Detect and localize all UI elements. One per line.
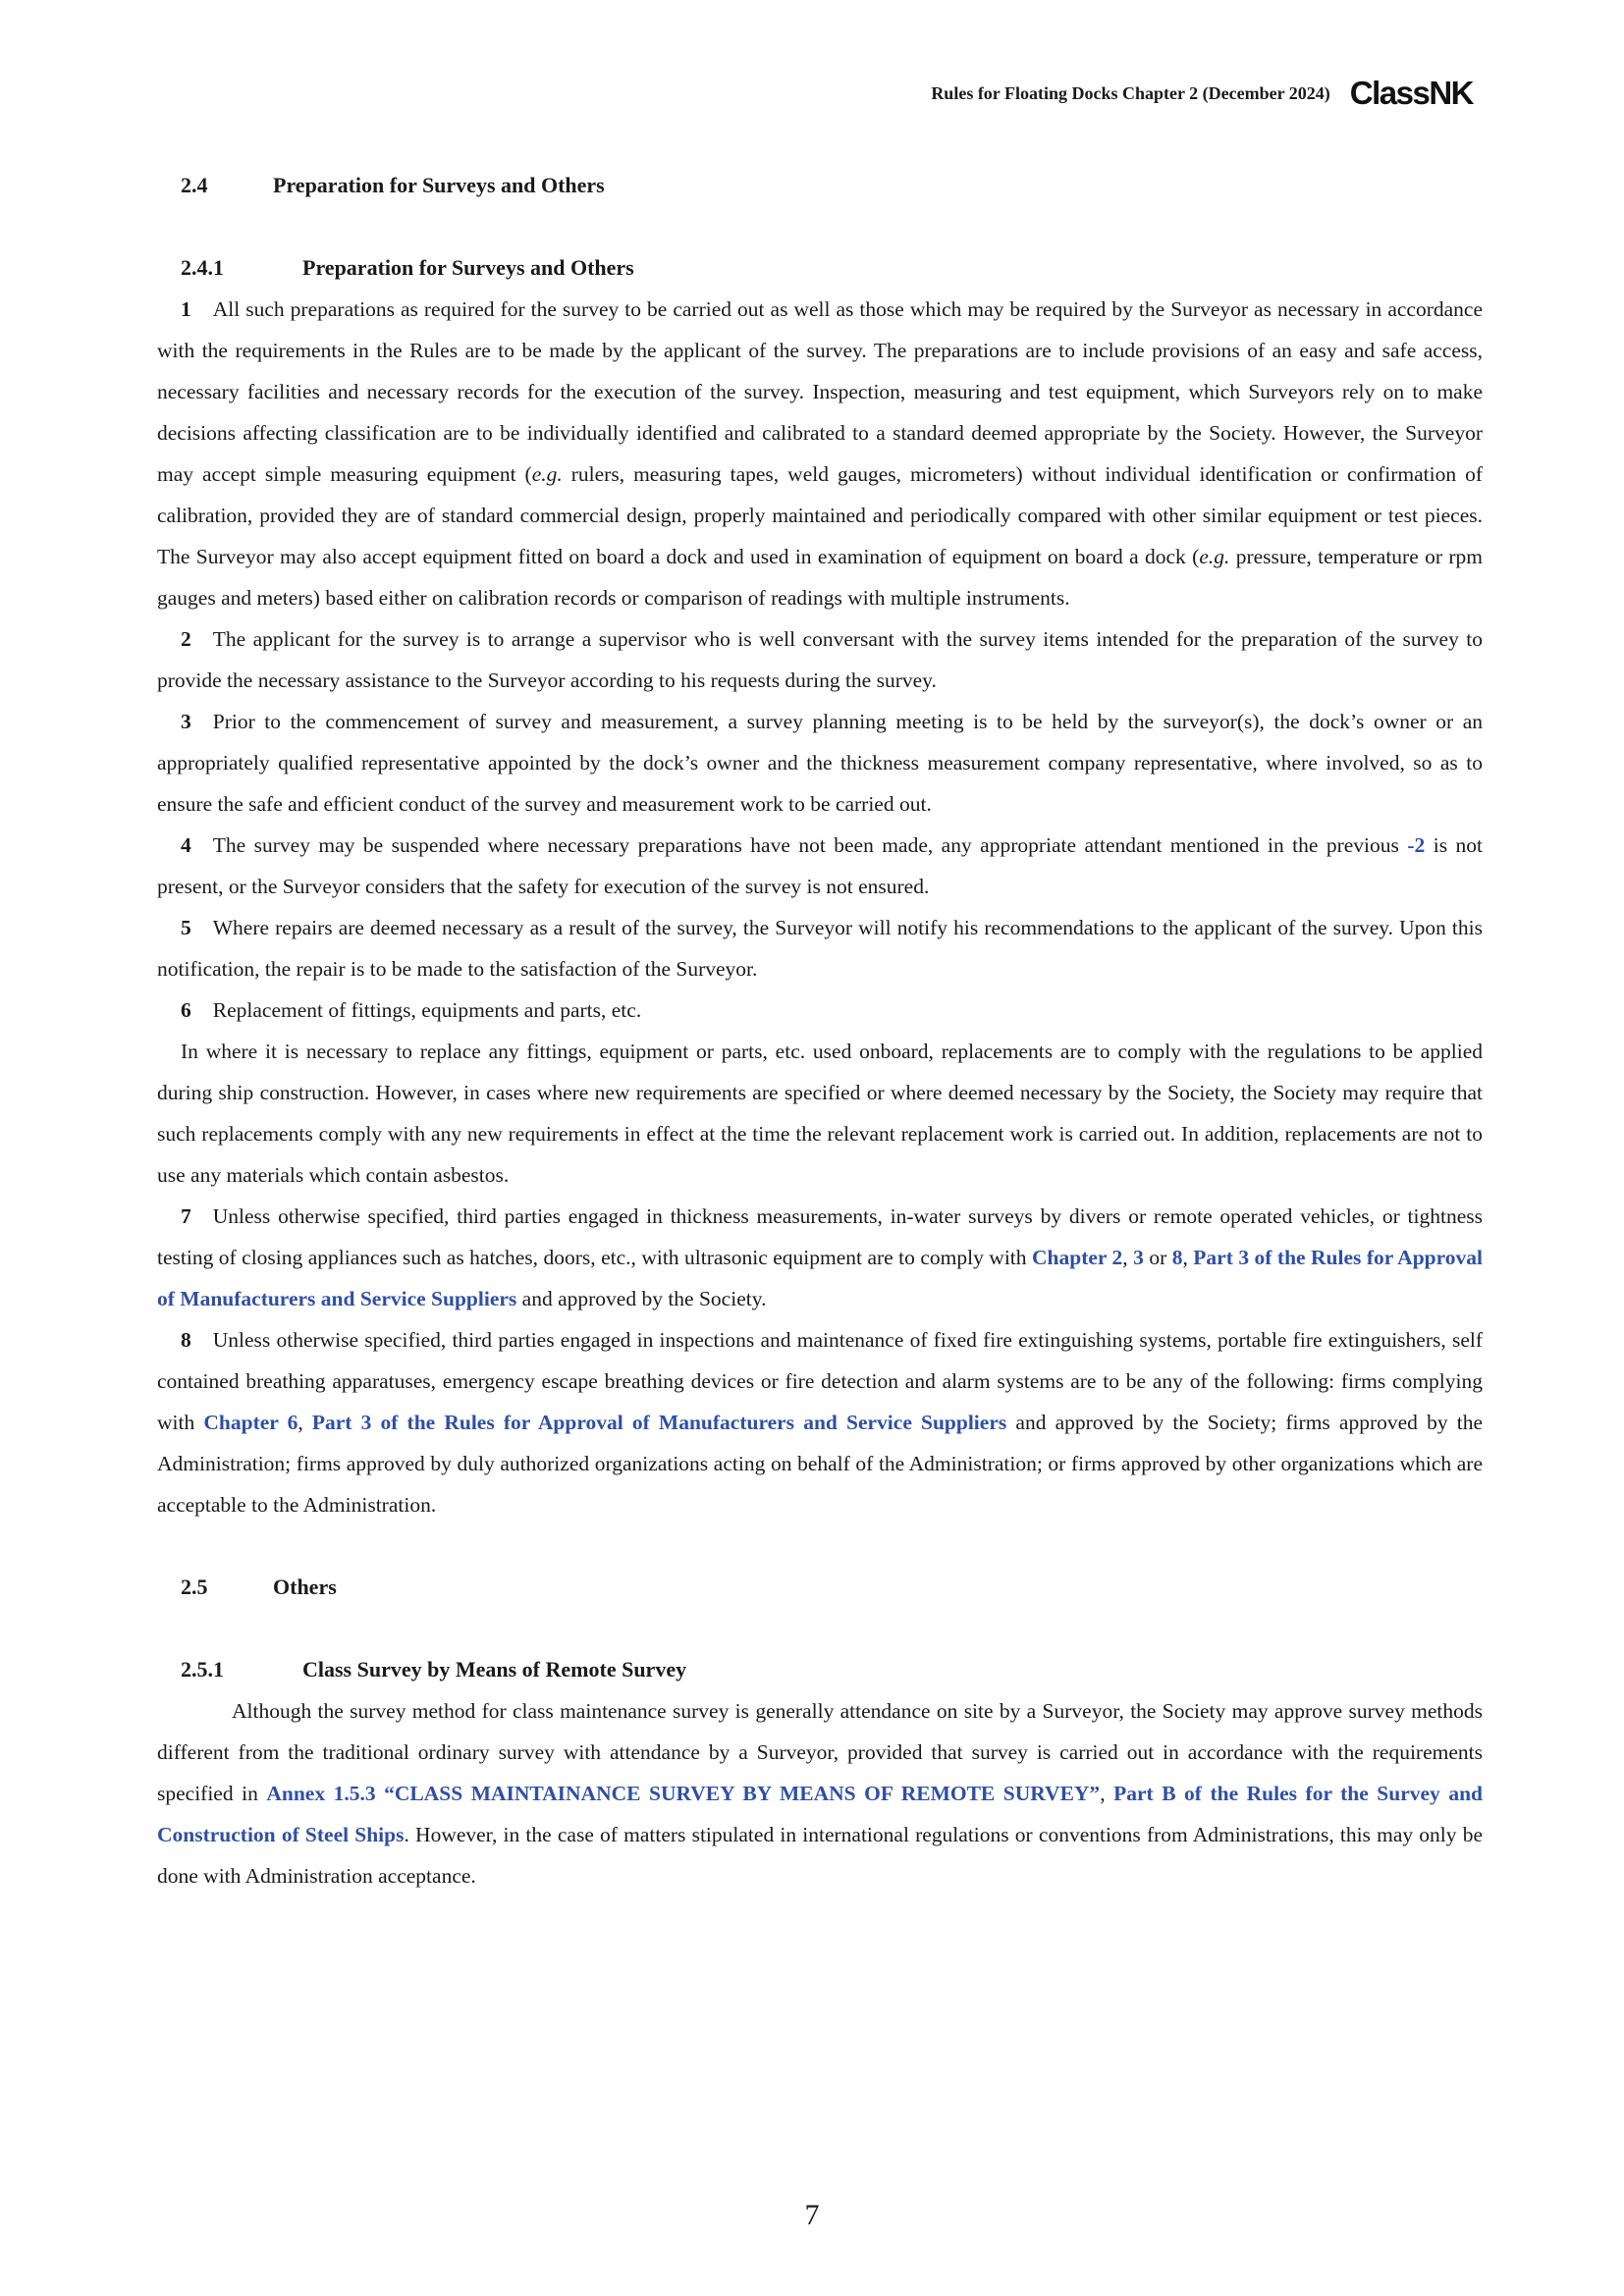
paragraph-7: 7 Unless otherwise specified, third parties engaged in thickness measurements, in-water surveys by divers or remote operated vehicles, or tightness testing of closing appliances such as hatches, doors, etc., with ultrasonic equipment are to comply with Chapter 2, 3 or 8, Part 3 of the Rules for Approval of Manufacturers and Service Suppliers and approved by the Society. [157, 1204, 1484, 1310]
subsection-title: Class Survey by Means of Remote Survey [302, 1657, 687, 1682]
running-title: Rules for Floating Docks Chapter 2 (December 2024) [931, 82, 1330, 103]
paragraph-number: 8 [181, 1328, 191, 1352]
link-chapter-8[interactable]: 8 [1171, 1246, 1183, 1269]
paragraph-number: 4 [181, 833, 191, 857]
page-header [931, 75, 1473, 112]
subsection-number: 2.4.1 [181, 255, 224, 280]
page-number: 7 [804, 2199, 820, 2231]
link-chapter-6[interactable]: Chapter 6 [203, 1411, 298, 1434]
section-2-4-1-heading [157, 247, 1483, 289]
section-number: 2.5 [181, 1575, 208, 1599]
paragraph-number: 6 [181, 998, 191, 1022]
section-number: 2.4 [181, 173, 208, 197]
link-part-b-steel-ships[interactable]: Part B of the Rules for the Survey and Construction of Steel Ships [157, 1782, 1483, 1846]
paragraph-8: 8 Unless otherwise specified, third parties engaged in inspections and maintenance of fixed fire extinguishing systems, portable fire extinguishers, self contained breathing apparatuses, emergency escape breathing devices or fire detection and alarm systems are to be any of the following: firms complying with Chapter 6, Part 3 of the Rules for Approval of Manufacturers and Service Suppliers and approved by the Society; firms approved by the Administration; firms approved by duly authorized organizations acting on behalf of the Administration; or firms approved by other organizations which are acceptable to the Administration. [157, 1328, 1483, 1517]
paragraph-3: 3 Prior to the commencement of survey and measurement, a survey planning meeting is to be held by the surveyor(s), the dock’s owner or an appropriately qualified representative appointed by the dock’s owner and the thickness measurement company representative, where involved, so as to ensure the safe and efficient conduct of the survey and measurement work to be carried out. [157, 710, 1483, 816]
subsection-title: Preparation for Surveys and Others [302, 255, 634, 280]
classnk-logo: ClassNK [1349, 75, 1473, 111]
link-part-3-rules-approval[interactable]: Part 3 of the Rules for Approval of Manufacturers and Service Suppliers [311, 1411, 1007, 1434]
paragraph-remote-survey: Although the survey method for class maintenance survey is generally attendance on site by a Surveyor, the Society may approve survey methods different from the traditional ordinary survey with attendance by a Surveyor, provided that survey is carried out in accordance with the requirements specified in Annex 1.5.3 “CLASS MAINTAINANCE SURVEY BY MEANS OF REMOTE SURVEY”, Part B of the Rules for the Survey and Construction of Steel Ships. However, in the case of matters stipulated in international regulations or conventions from Administrations, this may only be done with Administration acceptance. [157, 1699, 1483, 1888]
document-body [157, 165, 1483, 1896]
section-2-4-heading [157, 165, 1483, 206]
paragraph-number: 3 [181, 710, 191, 733]
section-title: Preparation for Surveys and Others [273, 173, 605, 197]
link-part-3-rules-approval[interactable]: Part 3 of the Rules for Approval of Manufacturers and Service Suppliers [157, 1246, 1484, 1310]
paragraph-1: 1 All such preparations as required for the survey to be carried out as well as those which may be required by the Surveyor as necessary in accordance with the requirements in the Rules are to be made by the applicant of the survey. The preparations are to include provisions of an easy and safe access, necessary facilities and necessary records for the execution of the survey. Inspection, measuring and test equipment, which Surveyors rely on to make decisions affecting classification are to be individually identified and calibrated to a standard deemed appropriate by the Society. However, the Surveyor may accept simple measuring equipment (e.g. rulers, measuring tapes, weld gauges, micrometers) without individual identification or confirmation of calibration, provided they are of standard commercial design, properly maintained and periodically compared with other similar equipment or test pieces. The Surveyor may also accept equipment fitted on board a dock and used in examination of equipment on board a dock (e.g. pressure, temperature or rpm gauges and meters) based either on calibration records or comparison of readings with multiple instruments. [157, 297, 1484, 610]
link-annex-1-5-3[interactable]: Annex 1.5.3 “CLASS MAINTAINANCE SURVEY BY MEANS OF REMOTE SURVEY” [266, 1782, 1101, 1805]
section-title: Others [273, 1575, 337, 1599]
link-chapter-2[interactable]: Chapter 2 [1032, 1246, 1123, 1269]
paragraph-2: 2 The applicant for the survey is to arrange a supervisor who is well conversant with the survey items intended for the preparation of the survey to provide the necessary assistance to the Surveyor according to his requests during the survey. [157, 627, 1483, 692]
paragraph-number: 5 [181, 916, 191, 939]
subsection-number: 2.5.1 [181, 1657, 224, 1682]
paragraph-4: 4 The survey may be suspended where necessary preparations have not been made, any appropriate attendant mentioned in the previous -2 is not present, or the Surveyor considers that the safety for execution of the survey is not ensured. [157, 833, 1483, 898]
paragraph-6-body: In where it is necessary to replace any fittings, equipment or parts, etc. used onboard, replacements are to comply with the regulations to be applied during ship construction. However, in cases where new requirements are specified or where deemed necessary by the Society, the Society may require that such replacements comply with any new requirements in effect at the time the relevant replacement work is carried out. In addition, replacements are not to use any materials which contain asbestos. [157, 1040, 1483, 1187]
reference-link-paragraph-2[interactable]: -2 [1407, 833, 1426, 857]
section-2-5-1-heading [157, 1649, 1483, 1690]
paragraph-5: 5 Where repairs are deemed necessary as a result of the survey, the Surveyor will notify his recommendations to the applicant of the survey. Upon this notification, the repair is to be made to the satisfaction of the Surveyor. [157, 916, 1483, 981]
paragraph-number: 1 [181, 297, 191, 321]
paragraph-number: 7 [181, 1204, 191, 1228]
section-2-5-heading [157, 1567, 1483, 1608]
paragraph-6: 6 Replacement of fittings, equipments and parts, etc. [181, 998, 642, 1022]
paragraph-number: 2 [181, 627, 191, 651]
link-chapter-3[interactable]: 3 [1133, 1246, 1144, 1269]
